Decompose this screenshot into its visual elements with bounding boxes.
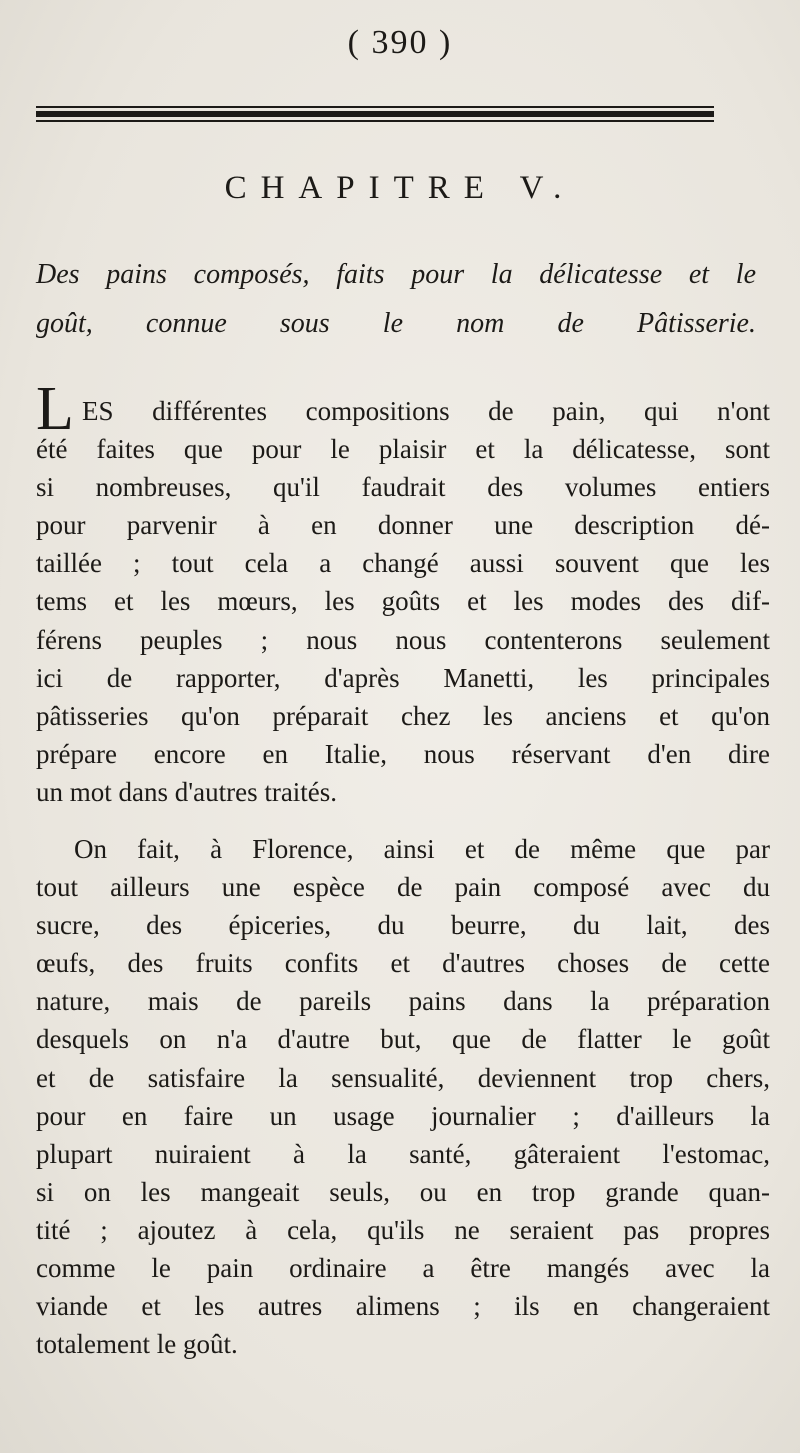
text-line: pour en faire un usage journalier ; d'ailleurs la [36,1100,770,1131]
subtitle-line: Des pains composés, faits pour la délicatesse et le [36,259,756,290]
text-line: ES différentes compositions de pain, qui n'ont [82,396,770,426]
text-line: pour parvenir à en donner une description dé- [36,510,770,541]
text-line: si nombreuses, qu'il faudrait des volumes entiers [36,472,770,503]
paragraph-1 [36,392,770,811]
text-line: pâtisseries qu'on préparait chez les anciens et qu'on [36,700,770,731]
text-line: sucre, des épiceries, du beurre, du lait, des [36,910,770,941]
rule-line-top [36,106,714,108]
text-line: tité ; ajoutez à cela, qu'ils ne seraient pas propres [36,1214,770,1245]
text-line: comme le pain ordinaire a être mangés avec la [36,1253,770,1284]
text-line: œufs, des fruits confits et d'autres choses de cette [36,948,770,979]
text-line: plupart nuiraient à la santé, gâteraient l'estomac, [36,1138,770,1169]
text-line: férens peuples ; nous nous contenterons seulement [36,624,770,655]
text-line: tems et les mœurs, les goûts et les modes des dif- [36,586,770,617]
text-line: et de satisfaire la sensualité, deviennent trop chers, [36,1062,770,1093]
text-line: un mot dans d'autres traités. [36,776,338,807]
text-line: si on les mangeait seuls, ou en trop grande quan- [36,1176,770,1207]
text-line: taillée ; tout cela a changé aussi souvent que les [36,548,770,579]
text-line: été faites que pour le plaisir et la délicatesse, sont [36,434,770,465]
chapter-subtitle [36,250,756,348]
subtitle-line: goût, connue sous le nom de Pâtisserie. [36,308,756,339]
header-rule [36,106,714,126]
text-line: prépare encore en Italie, nous réservant d'en dire [36,738,770,769]
text-line: ici de rapporter, d'après Manetti, les principales [36,662,770,693]
page-number: ( 390 ) [347,24,453,61]
text-line: totalement le goût. [36,1329,238,1360]
chapter-heading: CHAPITRE V. [224,170,576,206]
rule-line-middle [36,111,714,117]
text-line: viande et les autres alimens ; ils en changeraient [36,1291,770,1322]
text-line: tout ailleurs une espèce de pain composé avec du [36,872,770,903]
text-line: nature, mais de pareils pains dans la préparation [36,986,770,1017]
rule-line-bottom [36,120,714,122]
text-line: On fait, à Florence, ainsi et de même que par [74,834,770,864]
text-line: desquels on n'a d'autre but, que de flatter le goût [36,1024,770,1055]
paragraph-2 [36,830,770,1363]
drop-cap: L [36,375,74,443]
